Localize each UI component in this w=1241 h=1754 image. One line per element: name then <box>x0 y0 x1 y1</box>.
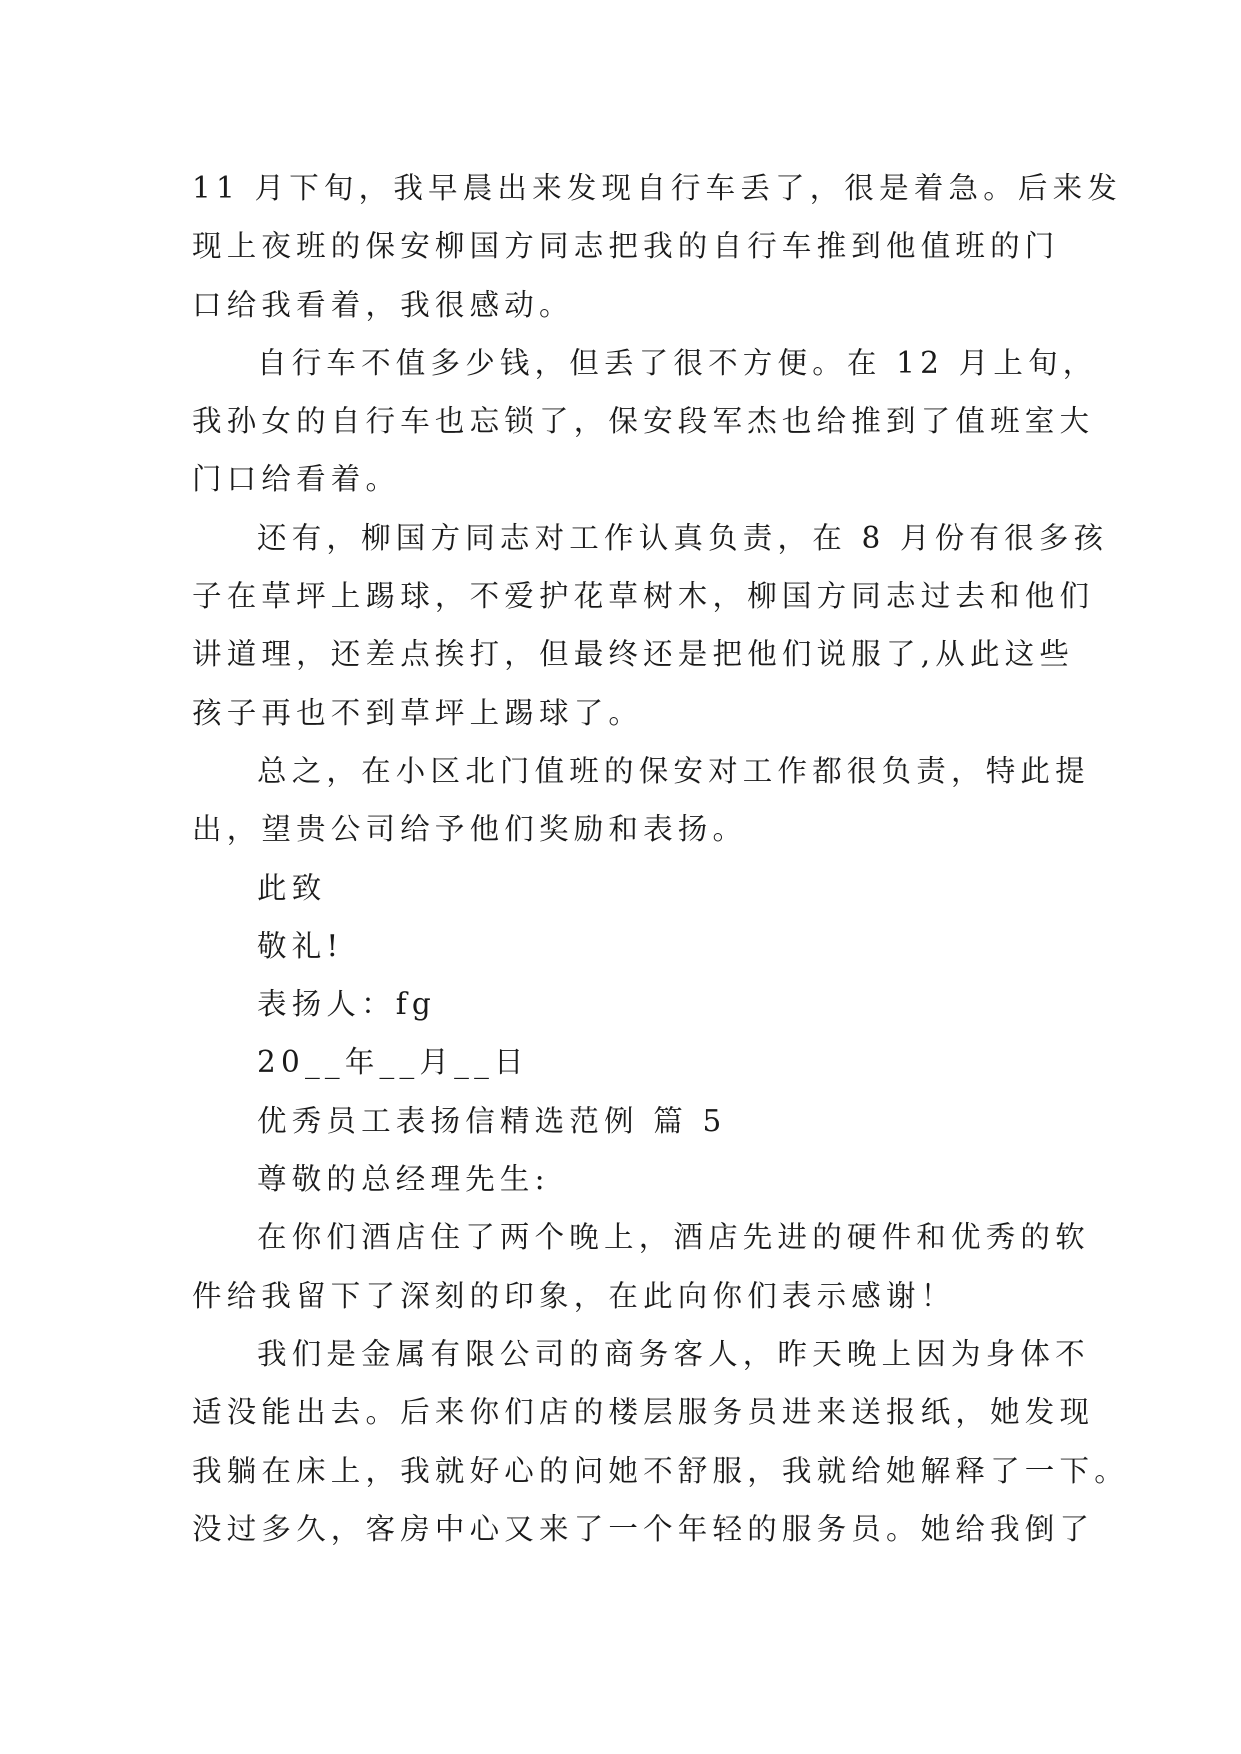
text-line: 口给我看着，我很感动。 <box>192 287 574 322</box>
paragraph-start-line: 在你们酒店住了两个晚上，酒店先进的硬件和优秀的软 <box>257 1220 1090 1255</box>
text-line: 讲道理，还差点挨打，但最终还是把他们说服了,从此这些 <box>192 637 1075 672</box>
greeting-line: 尊敬的总经理先生: <box>257 1162 550 1197</box>
section-heading: 优秀员工表扬信精选范例 篇 5 <box>257 1103 727 1138</box>
text-line: 门口给看着。 <box>192 462 401 497</box>
paragraph-start-line: 我们是金属有限公司的商务客人，昨天晚上因为身体不 <box>257 1336 1090 1371</box>
text-line: 适没能出去。后来你们店的楼层服务员进来送报纸，她发现 <box>192 1395 1095 1430</box>
paragraph-start-line: 还有，柳国方同志对工作认真负责，在 8 月份有很多孩 <box>257 520 1109 555</box>
text-line: 出，望贵公司给予他们奖励和表扬。 <box>192 812 748 847</box>
salutation-line: 敬礼! <box>257 928 344 963</box>
text-line: 孩子再也不到草坪上踢球了。 <box>192 695 644 730</box>
text-line: 11 月下旬，我早晨出来发现自行车丢了，很是着急。后来发 <box>192 171 1123 205</box>
text-line: 我孙女的自行车也忘锁了，保安段军杰也给推到了值班室大 <box>192 404 1095 439</box>
document-body <box>192 159 1129 1558</box>
text-line: 现上夜班的保安柳国方同志把我的自行车推到他值班的门 <box>192 229 1060 264</box>
signature-line: 表扬人：fg <box>257 987 437 1022</box>
text-line: 子在草坪上踢球，不爱护花草树木，柳国方同志过去和他们 <box>192 579 1095 614</box>
text-line: 没过多久，客房中心又来了一个年轻的服务员。她给我倒了 <box>192 1511 1095 1546</box>
paragraph-start-line: 总之，在小区北门值班的保安对工作都很负责，特此提 <box>257 753 1090 788</box>
text-line: 件给我留下了深刻的印象，在此向你们表示感谢！ <box>192 1278 956 1313</box>
paragraph-start-line: 自行车不值多少钱，但丢了很不方便。在 12 月上旬， <box>257 345 1098 380</box>
date-line: 20__年__月__日 <box>257 1045 529 1080</box>
text-line: 我躺在床上，我就好心的问她不舒服，我就给她解释了一下。 <box>192 1453 1129 1488</box>
closing-line: 此致 <box>257 870 327 905</box>
